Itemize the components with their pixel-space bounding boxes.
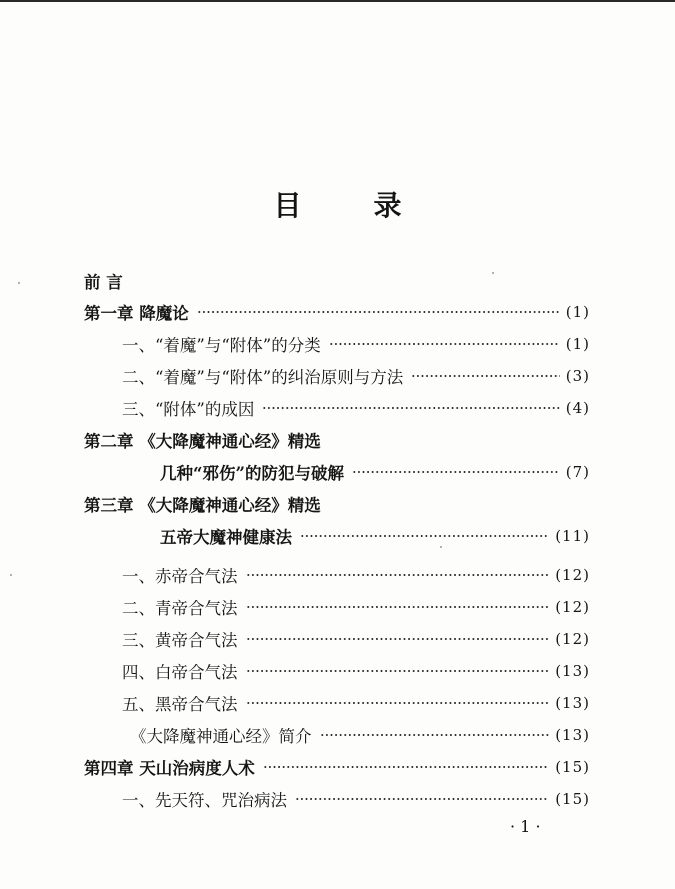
toc-entry-page: (7)	[565, 463, 590, 481]
toc-entry-chapter-1[interactable]	[84, 299, 590, 325]
title-char-2: 录	[373, 189, 402, 222]
toc-entry-label: 二、青帝合气法	[122, 599, 238, 618]
page-number: · 1 ·	[510, 816, 541, 836]
toc-entry-label: 三、“附体”的成因	[122, 400, 255, 419]
toc-entry-page: (1)	[565, 335, 590, 353]
dot-leader	[300, 535, 549, 537]
toc-entry-page: (13)	[555, 726, 590, 744]
toc-entry-page: (1)	[565, 303, 590, 321]
toc-entry-label: 二、“着魔”与“附体”的纠治原则与方法	[122, 368, 404, 387]
toc-entry-page: (13)	[555, 662, 590, 680]
toc-entry-section[interactable]	[122, 363, 590, 389]
toc-entry-page: (13)	[555, 694, 590, 712]
toc-entry-label: 五、黑帝合气法	[122, 695, 238, 714]
dot-leader	[246, 606, 550, 608]
toc-entry-label: 第二章 《大降魔神通心经》精选	[84, 432, 321, 451]
toc-entry-section[interactable]	[160, 523, 590, 549]
toc-entry-chapter-2[interactable]	[84, 427, 590, 453]
toc-entry-section[interactable]	[130, 722, 590, 748]
toc-entry-page: (4)	[565, 399, 590, 417]
scan-speck	[492, 272, 494, 274]
title-char-1: 目	[273, 189, 302, 222]
toc-entry-label: 第四章 天山治病度人术	[84, 759, 255, 778]
toc-entry-page: (12)	[555, 566, 590, 584]
toc-entry-chapter-3[interactable]	[84, 491, 590, 517]
dot-leader	[329, 343, 560, 345]
toc-entry-section[interactable]	[122, 594, 590, 620]
toc-entry-section[interactable]	[122, 786, 590, 812]
toc-entry-section[interactable]	[122, 626, 590, 652]
toc-entry-page: (15)	[555, 758, 590, 776]
toc-entry-label: 第三章 《大降魔神通心经》精选	[84, 496, 321, 515]
dot-leader	[246, 702, 550, 704]
toc-entry-section[interactable]	[122, 395, 590, 421]
dot-leader	[320, 734, 550, 736]
scan-speck	[440, 546, 442, 548]
toc-entry-label: 一、先天符、咒治病法	[122, 791, 287, 810]
dot-leader	[352, 471, 560, 473]
dot-leader	[411, 375, 560, 377]
dot-leader	[263, 766, 549, 768]
dot-leader	[197, 311, 560, 313]
toc-entry-label: 前 言	[84, 273, 123, 292]
scan-speck	[18, 282, 20, 284]
dot-leader	[295, 798, 549, 800]
toc-entry-label: 三、黄帝合气法	[122, 631, 238, 650]
toc-entry-label: 五帝大魔神健康法	[160, 528, 292, 547]
toc-entry-page: (3)	[565, 367, 590, 385]
toc-entry-section[interactable]	[122, 331, 590, 357]
toc-entry-section[interactable]	[122, 658, 590, 684]
dot-leader	[246, 670, 550, 672]
toc-entry-section[interactable]	[122, 562, 590, 588]
toc-entry-page: (12)	[555, 630, 590, 648]
toc-entry-label: 一、赤帝合气法	[122, 567, 238, 586]
dot-leader	[262, 407, 559, 409]
toc-entry-label: 第一章 降魔论	[84, 304, 189, 323]
toc-entry-section[interactable]	[160, 459, 590, 485]
toc-entry-label: 几种“邪伤”的防犯与破解	[160, 464, 344, 483]
toc-entry-page: (15)	[555, 790, 590, 808]
toc-entry-chapter-4[interactable]	[84, 754, 590, 780]
toc-entry-preface[interactable]	[84, 268, 284, 294]
toc-entry-label: 四、白帝合气法	[122, 663, 238, 682]
toc-entry-page: (12)	[555, 598, 590, 616]
toc-entry-section[interactable]	[122, 690, 590, 716]
scan-speck	[10, 574, 12, 576]
dot-leader	[246, 638, 550, 640]
toc-entry-label: 《大降魔神通心经》简介	[130, 727, 312, 746]
toc-entry-label: 一、“着魔”与“附体”的分类	[122, 336, 321, 355]
toc-entry-page: (11)	[555, 527, 590, 545]
dot-leader	[246, 574, 550, 576]
